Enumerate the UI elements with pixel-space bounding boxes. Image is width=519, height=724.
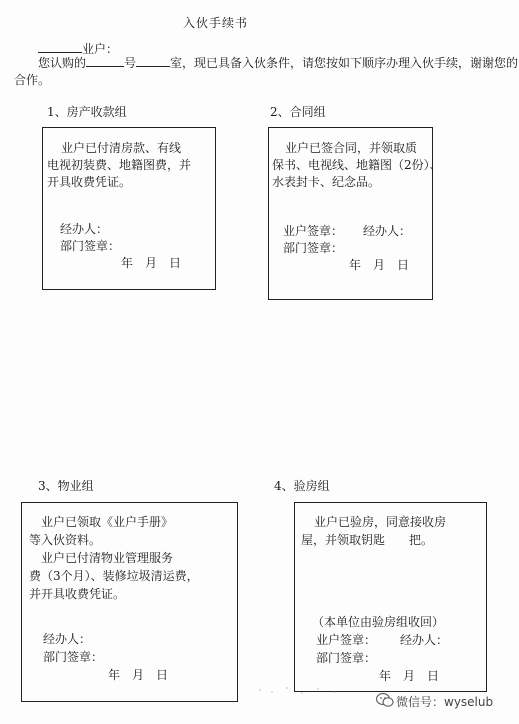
date-label: 年 月 日 [379, 669, 440, 683]
handler-label: 经办人： [400, 633, 449, 647]
section-heading-1: 1、房产收款组 [47, 105, 127, 119]
section-line: 屋，并领取钥匙 把。 [301, 533, 434, 547]
section-line: 业户已验房，同意接收房 [314, 515, 447, 529]
section-heading-2: 2、合同组 [270, 105, 326, 119]
section-line: 业户已付清物业管理服务 [41, 551, 174, 565]
section-line: 等入伙资料。 [29, 533, 102, 547]
dept-seal-label: 部门签章： [316, 651, 377, 665]
section-heading-4: 4、验房组 [274, 479, 330, 493]
dept-seal-label: 部门签章： [283, 241, 344, 255]
section-line: 电视初装费、地籍图费，并 [47, 158, 192, 172]
section-line: 费（3个月）、装修垃圾清运费， [29, 569, 199, 583]
date-label: 年 月 日 [349, 258, 410, 272]
date-label: 年 月 日 [108, 668, 169, 682]
intro-line2: 合作。 [14, 73, 51, 87]
watermark-text: 微信号：wyselub [396, 695, 494, 709]
dept-seal-label: 部门签章： [43, 650, 104, 664]
dept-seal-label: 部门签章： [60, 239, 121, 253]
document-title: 入伙手续书 [183, 16, 249, 30]
section-line: 开具收费凭证。 [47, 175, 132, 189]
owner-label: 业户： [82, 42, 119, 56]
section-line: 并开具收费凭证。 [29, 587, 126, 601]
owner-sign-label: 业户签章： [316, 633, 377, 647]
owner-blank [38, 41, 82, 53]
section-box-2 [268, 127, 442, 300]
scan-smudge [250, 680, 370, 700]
intro-part3: 室，现已具备入伙条件，请您按如下顺序办理入伙手续，谢谢您的 [170, 56, 519, 70]
section-line: 水表封卡、纪念品。 [272, 175, 381, 189]
date-label: 年 月 日 [121, 256, 182, 270]
intro-part1: 您认购的 [38, 56, 87, 70]
section-line: 业户已付清房款、有线 [61, 141, 182, 155]
handler-label: 经办人： [363, 224, 412, 238]
section-line: 保书、电视线、地籍图（2份）、 [272, 158, 442, 172]
wechat-icon [376, 692, 394, 708]
section-box-4 [294, 502, 487, 692]
owner-sign-label: 业户签章： [283, 224, 344, 238]
note-label: （本单位由验房组收回） [312, 615, 445, 629]
section-line: 业户已领取《业户手册》 [41, 515, 174, 529]
intro-paragraph [38, 55, 518, 71]
building-blank [86, 55, 124, 67]
section-heading-3: 3、物业组 [38, 479, 94, 493]
handler-label: 经办人： [60, 222, 109, 236]
handler-label: 经办人： [43, 632, 92, 646]
section-box-3 [21, 502, 238, 702]
section-line: 业户已签合同，并领取质 [285, 141, 418, 155]
section-box-1 [42, 127, 216, 290]
intro-part2: 号 [124, 56, 137, 70]
room-blank [136, 55, 170, 67]
